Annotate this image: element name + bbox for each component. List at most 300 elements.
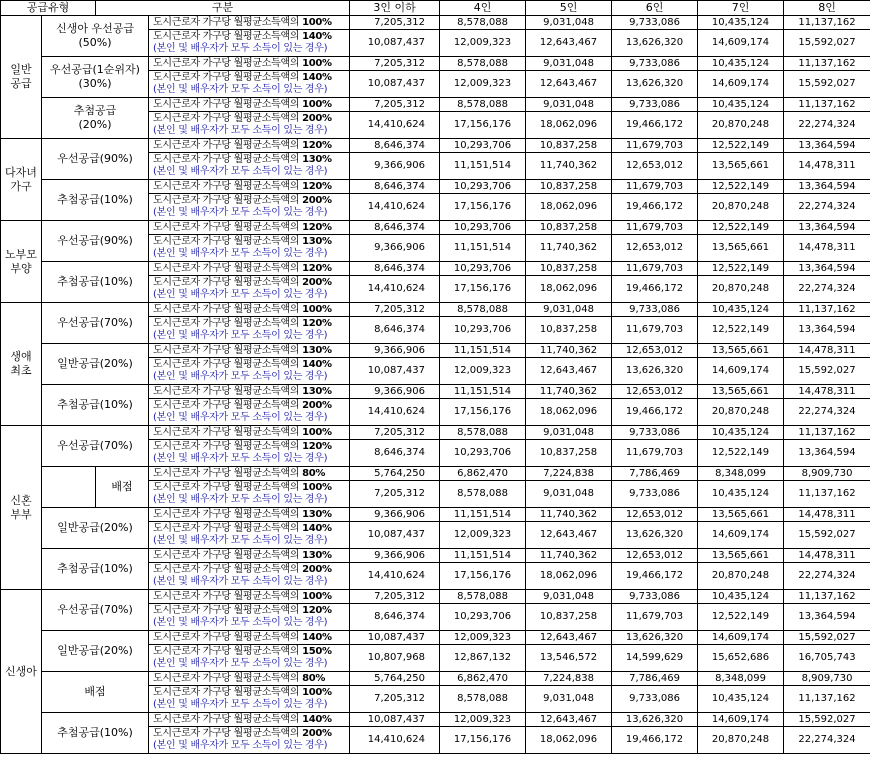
income-criteria-cell — [149, 139, 350, 153]
income-cell-5: 12,643,467 — [526, 713, 612, 727]
income-cell-3: 7,205,312 — [350, 686, 440, 713]
group-label: 생애 최초 — [1, 303, 42, 426]
income-cell-3: 14,410,624 — [350, 399, 440, 426]
income-cell-7: 20,870,248 — [698, 563, 784, 590]
income-criteria-cell — [149, 180, 350, 194]
income-cell-6: 11,679,703 — [612, 317, 698, 344]
income-criteria-cell — [149, 604, 350, 631]
income-cell-8: 14,478,311 — [784, 508, 870, 522]
dual-income-note: (본인 및 배우자가 모두 소득이 있는 경우) — [153, 576, 328, 587]
income-cell-8: 15,592,027 — [784, 713, 870, 727]
criteria-text: 도시근로자 가구당 월평균소득액의 150% — [153, 646, 332, 657]
income-cell-4: 8,578,088 — [440, 16, 526, 30]
income-criteria-cell — [149, 686, 350, 713]
income-criteria-cell — [149, 71, 350, 98]
table-row — [1, 57, 870, 71]
criteria-text: 도시근로자 가구당 월평균소득액의 100% — [153, 482, 332, 493]
income-cell-8: 13,364,594 — [784, 317, 870, 344]
income-cell-3: 9,366,906 — [350, 549, 440, 563]
income-cell-6: 12,653,012 — [612, 385, 698, 399]
income-criteria-cell — [149, 221, 350, 235]
income-cell-6: 19,466,172 — [612, 194, 698, 221]
income-cell-3: 8,646,374 — [350, 317, 440, 344]
income-cell-6: 9,733,086 — [612, 426, 698, 440]
income-cell-8: 11,137,162 — [784, 481, 870, 508]
group-label: 신생아 — [1, 590, 42, 754]
income-cell-6: 7,786,469 — [612, 672, 698, 686]
criteria-percent: 150% — [302, 646, 332, 657]
income-cell-8: 15,592,027 — [784, 358, 870, 385]
income-cell-5: 18,062,096 — [526, 563, 612, 590]
dual-income-note: (본인 및 배우자가 모두 소득이 있는 경우) — [153, 207, 328, 218]
income-cell-3: 5,764,250 — [350, 672, 440, 686]
table-row — [1, 713, 870, 727]
dual-income-note: (본인 및 배우자가 모두 소득이 있는 경우) — [153, 453, 328, 464]
income-cell-7: 12,522,149 — [698, 317, 784, 344]
income-cell-8: 15,592,027 — [784, 522, 870, 549]
income-criteria-cell — [149, 317, 350, 344]
income-cell-6: 11,679,703 — [612, 139, 698, 153]
sub-label: 신생아 우선공급 (50%) — [42, 16, 149, 57]
header-size-6: 6인 — [612, 1, 698, 16]
income-criteria-cell — [149, 672, 350, 686]
income-cell-6: 9,733,086 — [612, 686, 698, 713]
criteria-percent: 200% — [302, 400, 332, 411]
income-cell-3: 8,646,374 — [350, 262, 440, 276]
income-cell-4: 8,578,088 — [440, 303, 526, 317]
table-row — [1, 590, 870, 604]
income-cell-7: 20,870,248 — [698, 276, 784, 303]
criteria-percent: 200% — [302, 564, 332, 575]
income-cell-8: 14,478,311 — [784, 344, 870, 358]
income-criteria-cell — [149, 590, 350, 604]
income-cell-4: 10,293,706 — [440, 317, 526, 344]
sub-label: 배점 — [96, 467, 149, 508]
income-criteria-cell — [149, 522, 350, 549]
income-criteria-cell — [149, 385, 350, 399]
income-cell-4: 12,867,132 — [440, 645, 526, 672]
criteria-text: 도시근로자 가구당 월평균소득액의 120% — [153, 180, 332, 192]
income-cell-3: 7,205,312 — [350, 590, 440, 604]
header-size-7: 7인 — [698, 1, 784, 16]
income-cell-4: 8,578,088 — [440, 590, 526, 604]
income-cell-4: 12,009,323 — [440, 713, 526, 727]
income-criteria-cell — [149, 16, 350, 30]
income-criteria-cell — [149, 235, 350, 262]
income-cell-5: 12,643,467 — [526, 522, 612, 549]
income-criteria-cell — [149, 426, 350, 440]
income-cell-7: 20,870,248 — [698, 727, 784, 754]
criteria-percent: 130% — [302, 549, 332, 561]
criteria-text: 도시근로자 가구당 월평균소득액의 130% — [153, 549, 332, 561]
criteria-text: 도시근로자 가구당 월평균소득액의 130% — [153, 508, 332, 520]
income-criteria-cell — [149, 30, 350, 57]
dual-income-note: (본인 및 배우자가 모두 소득이 있는 경우) — [153, 248, 328, 259]
income-cell-7: 10,435,124 — [698, 98, 784, 112]
criteria-text: 도시근로자 가구당 월평균소득액의 130% — [153, 385, 332, 397]
criteria-text: 도시근로자 가구당 월평균소득액의 120% — [153, 139, 332, 151]
header-supply-type: 공급유형 — [1, 1, 96, 16]
sub-label: 우선공급(90%) — [42, 139, 149, 180]
income-cell-4: 17,156,176 — [440, 727, 526, 754]
criteria-percent: 130% — [302, 344, 332, 356]
criteria-text: 도시근로자 가구당 월평균소득액의 200% — [153, 113, 332, 124]
income-cell-7: 14,609,174 — [698, 631, 784, 645]
income-cell-7: 10,435,124 — [698, 57, 784, 71]
criteria-text: 도시근로자 가구당 월평균소득액의 80% — [153, 672, 326, 684]
criteria-percent: 120% — [302, 139, 332, 151]
dual-income-note: (본인 및 배우자가 모두 소득이 있는 경우) — [153, 412, 328, 423]
criteria-text: 도시근로자 가구당 월평균소득액의 200% — [153, 564, 332, 575]
income-cell-3: 10,087,437 — [350, 71, 440, 98]
income-cell-7: 8,348,099 — [698, 467, 784, 481]
income-cell-4: 10,293,706 — [440, 440, 526, 467]
income-criteria-cell — [149, 467, 350, 481]
dual-income-note: (본인 및 배우자가 모두 소득이 있는 경우) — [153, 43, 328, 54]
income-cell-3: 14,410,624 — [350, 194, 440, 221]
income-cell-5: 12,643,467 — [526, 71, 612, 98]
income-cell-6: 13,626,320 — [612, 71, 698, 98]
criteria-percent: 80% — [302, 467, 326, 479]
criteria-text: 도시근로자 가구당 월평균소득액의 200% — [153, 195, 332, 206]
criteria-percent: 120% — [302, 221, 332, 233]
income-cell-5: 9,031,048 — [526, 57, 612, 71]
income-criteria-cell — [149, 508, 350, 522]
income-criteria-cell — [149, 645, 350, 672]
dual-income-note: (본인 및 배우자가 모두 소득이 있는 경우) — [153, 166, 328, 177]
income-criteria-cell — [149, 631, 350, 645]
income-cell-3: 9,366,906 — [350, 385, 440, 399]
income-cell-3: 7,205,312 — [350, 303, 440, 317]
dual-income-note: (본인 및 배우자가 모두 소득이 있는 경우) — [153, 289, 328, 300]
criteria-text: 도시근로자 가구당 월평균소득액의 120% — [153, 441, 332, 452]
income-cell-6: 9,733,086 — [612, 98, 698, 112]
sub-label: 일반공급(20%) — [42, 631, 149, 672]
income-criteria-cell — [149, 563, 350, 590]
income-cell-3: 9,366,906 — [350, 235, 440, 262]
income-cell-4: 6,862,470 — [440, 672, 526, 686]
income-cell-8: 15,592,027 — [784, 71, 870, 98]
income-criteria-cell — [149, 57, 350, 71]
income-criteria-cell — [149, 358, 350, 385]
income-cell-8: 22,274,324 — [784, 399, 870, 426]
income-criteria-cell — [149, 344, 350, 358]
income-cell-6: 9,733,086 — [612, 57, 698, 71]
income-cell-8: 13,364,594 — [784, 139, 870, 153]
income-cell-8: 22,274,324 — [784, 727, 870, 754]
criteria-text: 도시근로자 가구당 월평균소득액의 100% — [153, 57, 332, 69]
income-cell-3: 14,410,624 — [350, 112, 440, 139]
income-cell-7: 12,522,149 — [698, 262, 784, 276]
income-cell-8: 22,274,324 — [784, 194, 870, 221]
income-cell-7: 12,522,149 — [698, 180, 784, 194]
criteria-percent: 130% — [302, 236, 332, 247]
income-cell-3: 14,410,624 — [350, 276, 440, 303]
income-cell-7: 8,348,099 — [698, 672, 784, 686]
criteria-percent: 120% — [302, 605, 332, 616]
criteria-percent: 100% — [302, 16, 332, 28]
income-cell-8: 14,478,311 — [784, 549, 870, 563]
income-criteria-cell — [149, 549, 350, 563]
income-cell-8: 11,137,162 — [784, 98, 870, 112]
criteria-text: 도시근로자 가구당 월평균소득액의 100% — [153, 426, 332, 438]
income-cell-7: 10,435,124 — [698, 686, 784, 713]
income-cell-4: 8,578,088 — [440, 98, 526, 112]
criteria-percent: 100% — [302, 426, 332, 438]
income-cell-4: 10,293,706 — [440, 139, 526, 153]
sub-label: 추첨공급(10%) — [42, 262, 149, 303]
table-row — [1, 262, 870, 276]
income-cell-8: 11,137,162 — [784, 16, 870, 30]
income-cell-7: 20,870,248 — [698, 194, 784, 221]
criteria-percent: 100% — [302, 303, 332, 315]
income-cell-8: 14,478,311 — [784, 385, 870, 399]
income-cell-4: 11,151,514 — [440, 153, 526, 180]
income-cell-4: 8,578,088 — [440, 426, 526, 440]
income-cell-8: 8,909,730 — [784, 672, 870, 686]
income-cell-4: 10,293,706 — [440, 262, 526, 276]
sub-label: 추첨공급(10%) — [42, 549, 149, 590]
income-cell-5: 18,062,096 — [526, 194, 612, 221]
table-row — [1, 16, 870, 30]
dual-income-note: (본인 및 배우자가 모두 소득이 있는 경우) — [153, 494, 328, 505]
income-cell-7: 14,609,174 — [698, 713, 784, 727]
income-cell-8: 14,478,311 — [784, 153, 870, 180]
criteria-text: 도시근로자 가구당 월평균소득액의 100% — [153, 687, 332, 698]
income-cell-4: 8,578,088 — [440, 686, 526, 713]
income-cell-3: 9,366,906 — [350, 344, 440, 358]
income-criteria-cell — [149, 481, 350, 508]
income-cell-3: 7,205,312 — [350, 57, 440, 71]
sub-label: 추첨공급(10%) — [42, 385, 149, 426]
income-criteria-cell — [149, 440, 350, 467]
table-row — [1, 549, 870, 563]
income-cell-6: 13,626,320 — [612, 30, 698, 57]
indent-cell — [42, 467, 96, 508]
income-cell-3: 7,205,312 — [350, 426, 440, 440]
income-cell-4: 17,156,176 — [440, 112, 526, 139]
income-cell-5: 9,031,048 — [526, 98, 612, 112]
criteria-text: 도시근로자 가구당 월평균소득액의 80% — [153, 467, 326, 479]
income-cell-7: 13,565,661 — [698, 153, 784, 180]
income-cell-8: 22,274,324 — [784, 563, 870, 590]
income-cell-3: 5,764,250 — [350, 467, 440, 481]
income-cell-4: 12,009,323 — [440, 631, 526, 645]
income-cell-7: 14,609,174 — [698, 30, 784, 57]
income-cell-8: 22,274,324 — [784, 276, 870, 303]
criteria-text: 도시근로자 가구당 월평균소득액의 140% — [153, 72, 332, 83]
criteria-percent: 100% — [302, 687, 332, 698]
sub-label: 배점 — [42, 672, 149, 713]
sub-label: 일반공급(20%) — [42, 508, 149, 549]
income-cell-7: 13,565,661 — [698, 549, 784, 563]
income-cell-4: 8,578,088 — [440, 481, 526, 508]
criteria-percent: 100% — [302, 482, 332, 493]
income-cell-6: 13,626,320 — [612, 522, 698, 549]
income-criteria-cell — [149, 112, 350, 139]
income-cell-4: 6,862,470 — [440, 467, 526, 481]
income-cell-4: 8,578,088 — [440, 57, 526, 71]
income-cell-8: 16,705,743 — [784, 645, 870, 672]
income-cell-6: 13,626,320 — [612, 358, 698, 385]
criteria-text: 도시근로자 가구당 월평균소득액의 100% — [153, 590, 332, 602]
table-row — [1, 180, 870, 194]
income-cell-7: 20,870,248 — [698, 112, 784, 139]
income-cell-6: 19,466,172 — [612, 727, 698, 754]
table-row — [1, 467, 870, 481]
income-cell-5: 13,546,572 — [526, 645, 612, 672]
income-cell-8: 11,137,162 — [784, 303, 870, 317]
header-row — [1, 1, 870, 16]
income-cell-4: 10,293,706 — [440, 180, 526, 194]
income-cell-7: 14,609,174 — [698, 358, 784, 385]
income-cell-3: 8,646,374 — [350, 604, 440, 631]
criteria-percent: 120% — [302, 180, 332, 192]
income-cell-5: 9,031,048 — [526, 303, 612, 317]
criteria-percent: 140% — [302, 631, 332, 643]
income-cell-7: 14,609,174 — [698, 71, 784, 98]
criteria-percent: 140% — [302, 31, 332, 42]
income-cell-6: 12,653,012 — [612, 153, 698, 180]
criteria-percent: 200% — [302, 195, 332, 206]
income-cell-7: 13,565,661 — [698, 344, 784, 358]
income-cell-4: 11,151,514 — [440, 508, 526, 522]
criteria-text: 도시근로자 가구당 월평균소득액의 100% — [153, 16, 332, 28]
income-cell-5: 9,031,048 — [526, 686, 612, 713]
income-cell-3: 10,807,968 — [350, 645, 440, 672]
income-cell-6: 19,466,172 — [612, 399, 698, 426]
income-cell-6: 9,733,086 — [612, 303, 698, 317]
income-cell-6: 11,679,703 — [612, 604, 698, 631]
income-cell-7: 14,609,174 — [698, 522, 784, 549]
income-criteria-cell — [149, 727, 350, 754]
income-cell-6: 7,786,469 — [612, 467, 698, 481]
income-cell-7: 12,522,149 — [698, 221, 784, 235]
income-criteria-cell — [149, 276, 350, 303]
criteria-percent: 130% — [302, 385, 332, 397]
income-cell-7: 10,435,124 — [698, 481, 784, 508]
table-row — [1, 344, 870, 358]
criteria-text: 도시근로자 가구당 월평균소득액의 140% — [153, 31, 332, 42]
dual-income-note: (본인 및 배우자가 모두 소득이 있는 경우) — [153, 699, 328, 710]
income-cell-6: 13,626,320 — [612, 631, 698, 645]
income-cell-7: 13,565,661 — [698, 508, 784, 522]
income-cell-4: 12,009,323 — [440, 522, 526, 549]
income-cell-5: 11,740,362 — [526, 508, 612, 522]
criteria-text: 도시근로자 가구당 월평균소득액의 140% — [153, 523, 332, 534]
sub-label: 우선공급(90%) — [42, 221, 149, 262]
criteria-text: 도시근로자 가구당 월평균소득액의 100% — [153, 98, 332, 110]
criteria-percent: 120% — [302, 318, 332, 329]
criteria-percent: 130% — [302, 508, 332, 520]
sub-label: 추첨공급(10%) — [42, 180, 149, 221]
criteria-text: 도시근로자 가구당 월평균소득액의 120% — [153, 605, 332, 616]
income-cell-4: 12,009,323 — [440, 358, 526, 385]
header-size-3: 3인 이하 — [350, 1, 440, 16]
table-row — [1, 221, 870, 235]
income-cell-3: 8,646,374 — [350, 221, 440, 235]
criteria-text: 도시근로자 가구당 월평균소득액의 140% — [153, 713, 332, 725]
income-cell-5: 11,740,362 — [526, 344, 612, 358]
income-criteria-cell — [149, 399, 350, 426]
income-cell-4: 11,151,514 — [440, 235, 526, 262]
income-cell-7: 10,435,124 — [698, 426, 784, 440]
income-cell-5: 9,031,048 — [526, 590, 612, 604]
income-cell-5: 11,740,362 — [526, 235, 612, 262]
income-criteria-cell — [149, 713, 350, 727]
income-cell-8: 14,478,311 — [784, 235, 870, 262]
criteria-percent: 120% — [302, 262, 332, 274]
dual-income-note: (본인 및 배우자가 모두 소득이 있는 경우) — [153, 125, 328, 136]
income-cell-3: 10,087,437 — [350, 522, 440, 549]
sub-label: 추첨공급(10%) — [42, 713, 149, 754]
income-cell-5: 9,031,048 — [526, 481, 612, 508]
income-cell-8: 11,137,162 — [784, 590, 870, 604]
income-cell-3: 8,646,374 — [350, 139, 440, 153]
income-cell-5: 10,837,258 — [526, 262, 612, 276]
table-row — [1, 385, 870, 399]
income-cell-5: 10,837,258 — [526, 180, 612, 194]
income-cell-3: 8,646,374 — [350, 180, 440, 194]
sub-label: 우선공급(70%) — [42, 426, 149, 467]
income-cell-5: 7,224,838 — [526, 672, 612, 686]
income-cell-5: 12,643,467 — [526, 631, 612, 645]
criteria-percent: 140% — [302, 359, 332, 370]
criteria-text: 도시근로자 가구당 월평균소득액의 130% — [153, 154, 332, 165]
income-cell-4: 17,156,176 — [440, 194, 526, 221]
income-criteria-cell — [149, 153, 350, 180]
income-cell-8: 15,592,027 — [784, 631, 870, 645]
income-cell-5: 10,837,258 — [526, 604, 612, 631]
income-cell-7: 12,522,149 — [698, 139, 784, 153]
group-label: 일반 공급 — [1, 16, 42, 139]
income-cell-6: 14,599,629 — [612, 645, 698, 672]
criteria-text: 도시근로자 가구당 월평균소득액의 120% — [153, 221, 332, 233]
income-cell-5: 10,837,258 — [526, 221, 612, 235]
income-cell-6: 13,626,320 — [612, 713, 698, 727]
income-cell-4: 11,151,514 — [440, 385, 526, 399]
table-row — [1, 672, 870, 686]
group-label: 노부모 부양 — [1, 221, 42, 303]
income-cell-4: 17,156,176 — [440, 399, 526, 426]
criteria-text: 도시근로자 가구당 월평균소득액의 200% — [153, 400, 332, 411]
criteria-percent: 100% — [302, 98, 332, 110]
income-cell-5: 7,224,838 — [526, 467, 612, 481]
criteria-text: 도시근로자 가구당 월평균소득액의 140% — [153, 359, 332, 370]
income-cell-8: 13,364,594 — [784, 262, 870, 276]
criteria-percent: 200% — [302, 277, 332, 288]
table-row — [1, 139, 870, 153]
income-cell-3: 9,366,906 — [350, 508, 440, 522]
income-criteria-cell — [149, 98, 350, 112]
income-cell-5: 18,062,096 — [526, 399, 612, 426]
income-cell-3: 8,646,374 — [350, 440, 440, 467]
dual-income-note: (본인 및 배우자가 모두 소득이 있는 경우) — [153, 740, 328, 751]
group-label: 신혼 부부 — [1, 426, 42, 590]
income-cell-5: 11,740,362 — [526, 549, 612, 563]
sub-label: 우선공급(1순위자) (30%) — [42, 57, 149, 98]
income-cell-5: 11,740,362 — [526, 385, 612, 399]
income-cell-6: 9,733,086 — [612, 481, 698, 508]
income-cell-4: 17,156,176 — [440, 563, 526, 590]
income-cell-3: 10,087,437 — [350, 713, 440, 727]
income-criteria-cell — [149, 262, 350, 276]
income-cell-8: 15,592,027 — [784, 30, 870, 57]
income-cell-7: 12,522,149 — [698, 604, 784, 631]
income-cell-3: 7,205,312 — [350, 481, 440, 508]
income-cell-7: 10,435,124 — [698, 16, 784, 30]
criteria-text: 도시근로자 가구당 월평균소득액의 120% — [153, 262, 332, 274]
